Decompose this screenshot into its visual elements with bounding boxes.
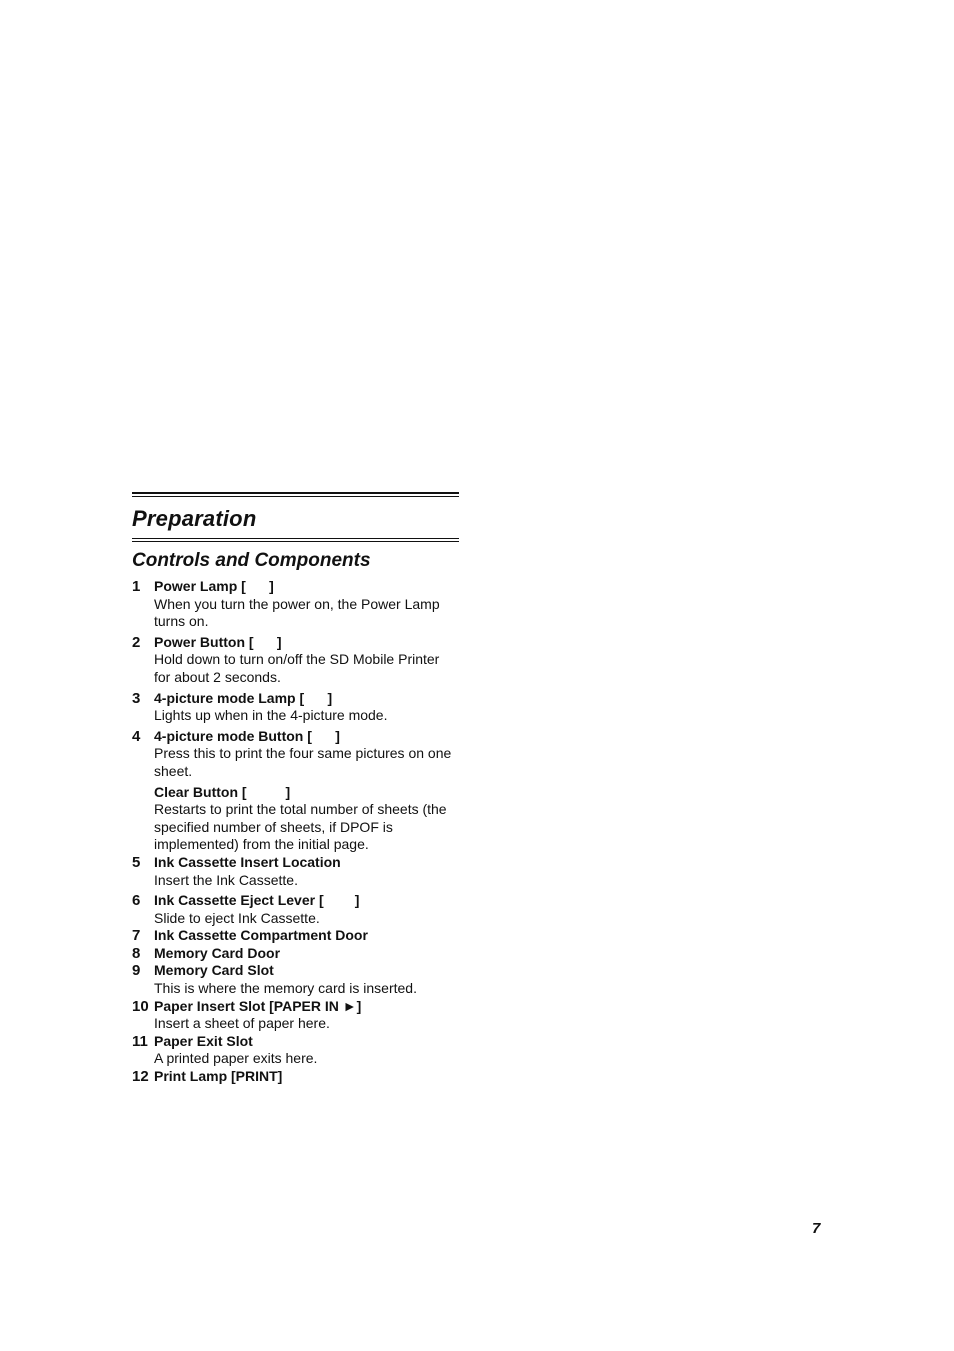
list-item — [132, 927, 459, 945]
item-number: 9 — [132, 962, 141, 980]
item-description: Slide to eject Ink Cassette. — [154, 909, 320, 926]
list-item — [132, 854, 459, 889]
list-item — [132, 945, 459, 963]
item-number: 1 — [132, 578, 141, 595]
list-item — [132, 1068, 459, 1086]
header-rule-thick — [132, 492, 459, 494]
list-item — [132, 998, 459, 1033]
item-label: Clear Button [ ] — [154, 783, 291, 800]
list-item — [132, 578, 459, 631]
list-item — [132, 690, 459, 725]
item-number: 4 — [132, 727, 141, 745]
item-label: Power Lamp [ ] — [154, 578, 274, 594]
list-item — [132, 962, 459, 997]
item-description: Insert a sheet of paper here. — [154, 1015, 330, 1032]
item-description: Lights up when in the 4-picture mode. — [154, 707, 388, 724]
item-number: 5 — [132, 853, 141, 871]
page-number: 7 — [812, 1220, 821, 1237]
item-label: Ink Cassette Eject Lever [ ] — [154, 892, 360, 909]
title-rule-lower — [132, 541, 459, 542]
title-rule-upper — [132, 538, 459, 539]
item-label: Print Lamp [PRINT] — [154, 1068, 283, 1085]
list-item — [132, 892, 459, 927]
item-description: A printed paper exits here. — [154, 1050, 318, 1067]
item-description: Press this to print the four same pictures on one sheet. — [154, 745, 452, 779]
item-number: 3 — [132, 689, 141, 707]
item-description: Insert the Ink Cassette. — [154, 871, 298, 888]
item-number: 2 — [132, 633, 141, 651]
item-label: Ink Cassette Compartment Door — [154, 927, 368, 944]
item-description: Restarts to print the total number of sheets (the specified number of sheets, if DPOF is implemented) from the initial page. — [154, 801, 447, 853]
item-number: 7 — [132, 927, 141, 945]
item-label: Power Button [ ] — [154, 633, 282, 650]
list-item — [132, 634, 459, 687]
item-label: Ink Cassette Insert Location — [154, 853, 341, 870]
item-label: Paper Exit Slot — [154, 1032, 253, 1049]
list-item — [132, 1033, 459, 1068]
item-number: 8 — [132, 944, 141, 962]
item-number: 11 — [132, 1032, 148, 1050]
item-number: 12 — [132, 1068, 149, 1086]
item-label: Memory Card Door — [154, 944, 281, 961]
header-rule-thin — [132, 496, 459, 497]
section-title: Controls and Components — [132, 550, 371, 571]
item-description: Hold down to turn on/off the SD Mobile Printer for about 2 seconds. — [154, 651, 440, 685]
item-label: Memory Card Slot — [154, 962, 274, 979]
preparation-section — [132, 492, 459, 1086]
component-list — [132, 578, 459, 1086]
item-description: When you turn the power on, the Power Lamp turns on. — [154, 595, 440, 630]
item-label: Paper Insert Slot [PAPER IN ►] — [154, 997, 362, 1014]
item-number: 6 — [132, 892, 141, 910]
chapter-title: Preparation — [132, 506, 257, 531]
list-item — [132, 784, 459, 854]
item-label: 4-picture mode Lamp [ ] — [154, 689, 333, 706]
item-label: 4-picture mode Button [ ] — [154, 727, 340, 744]
item-number: 10 — [132, 997, 149, 1015]
list-item — [132, 728, 459, 781]
item-description: This is where the memory card is inserted. — [154, 980, 417, 997]
